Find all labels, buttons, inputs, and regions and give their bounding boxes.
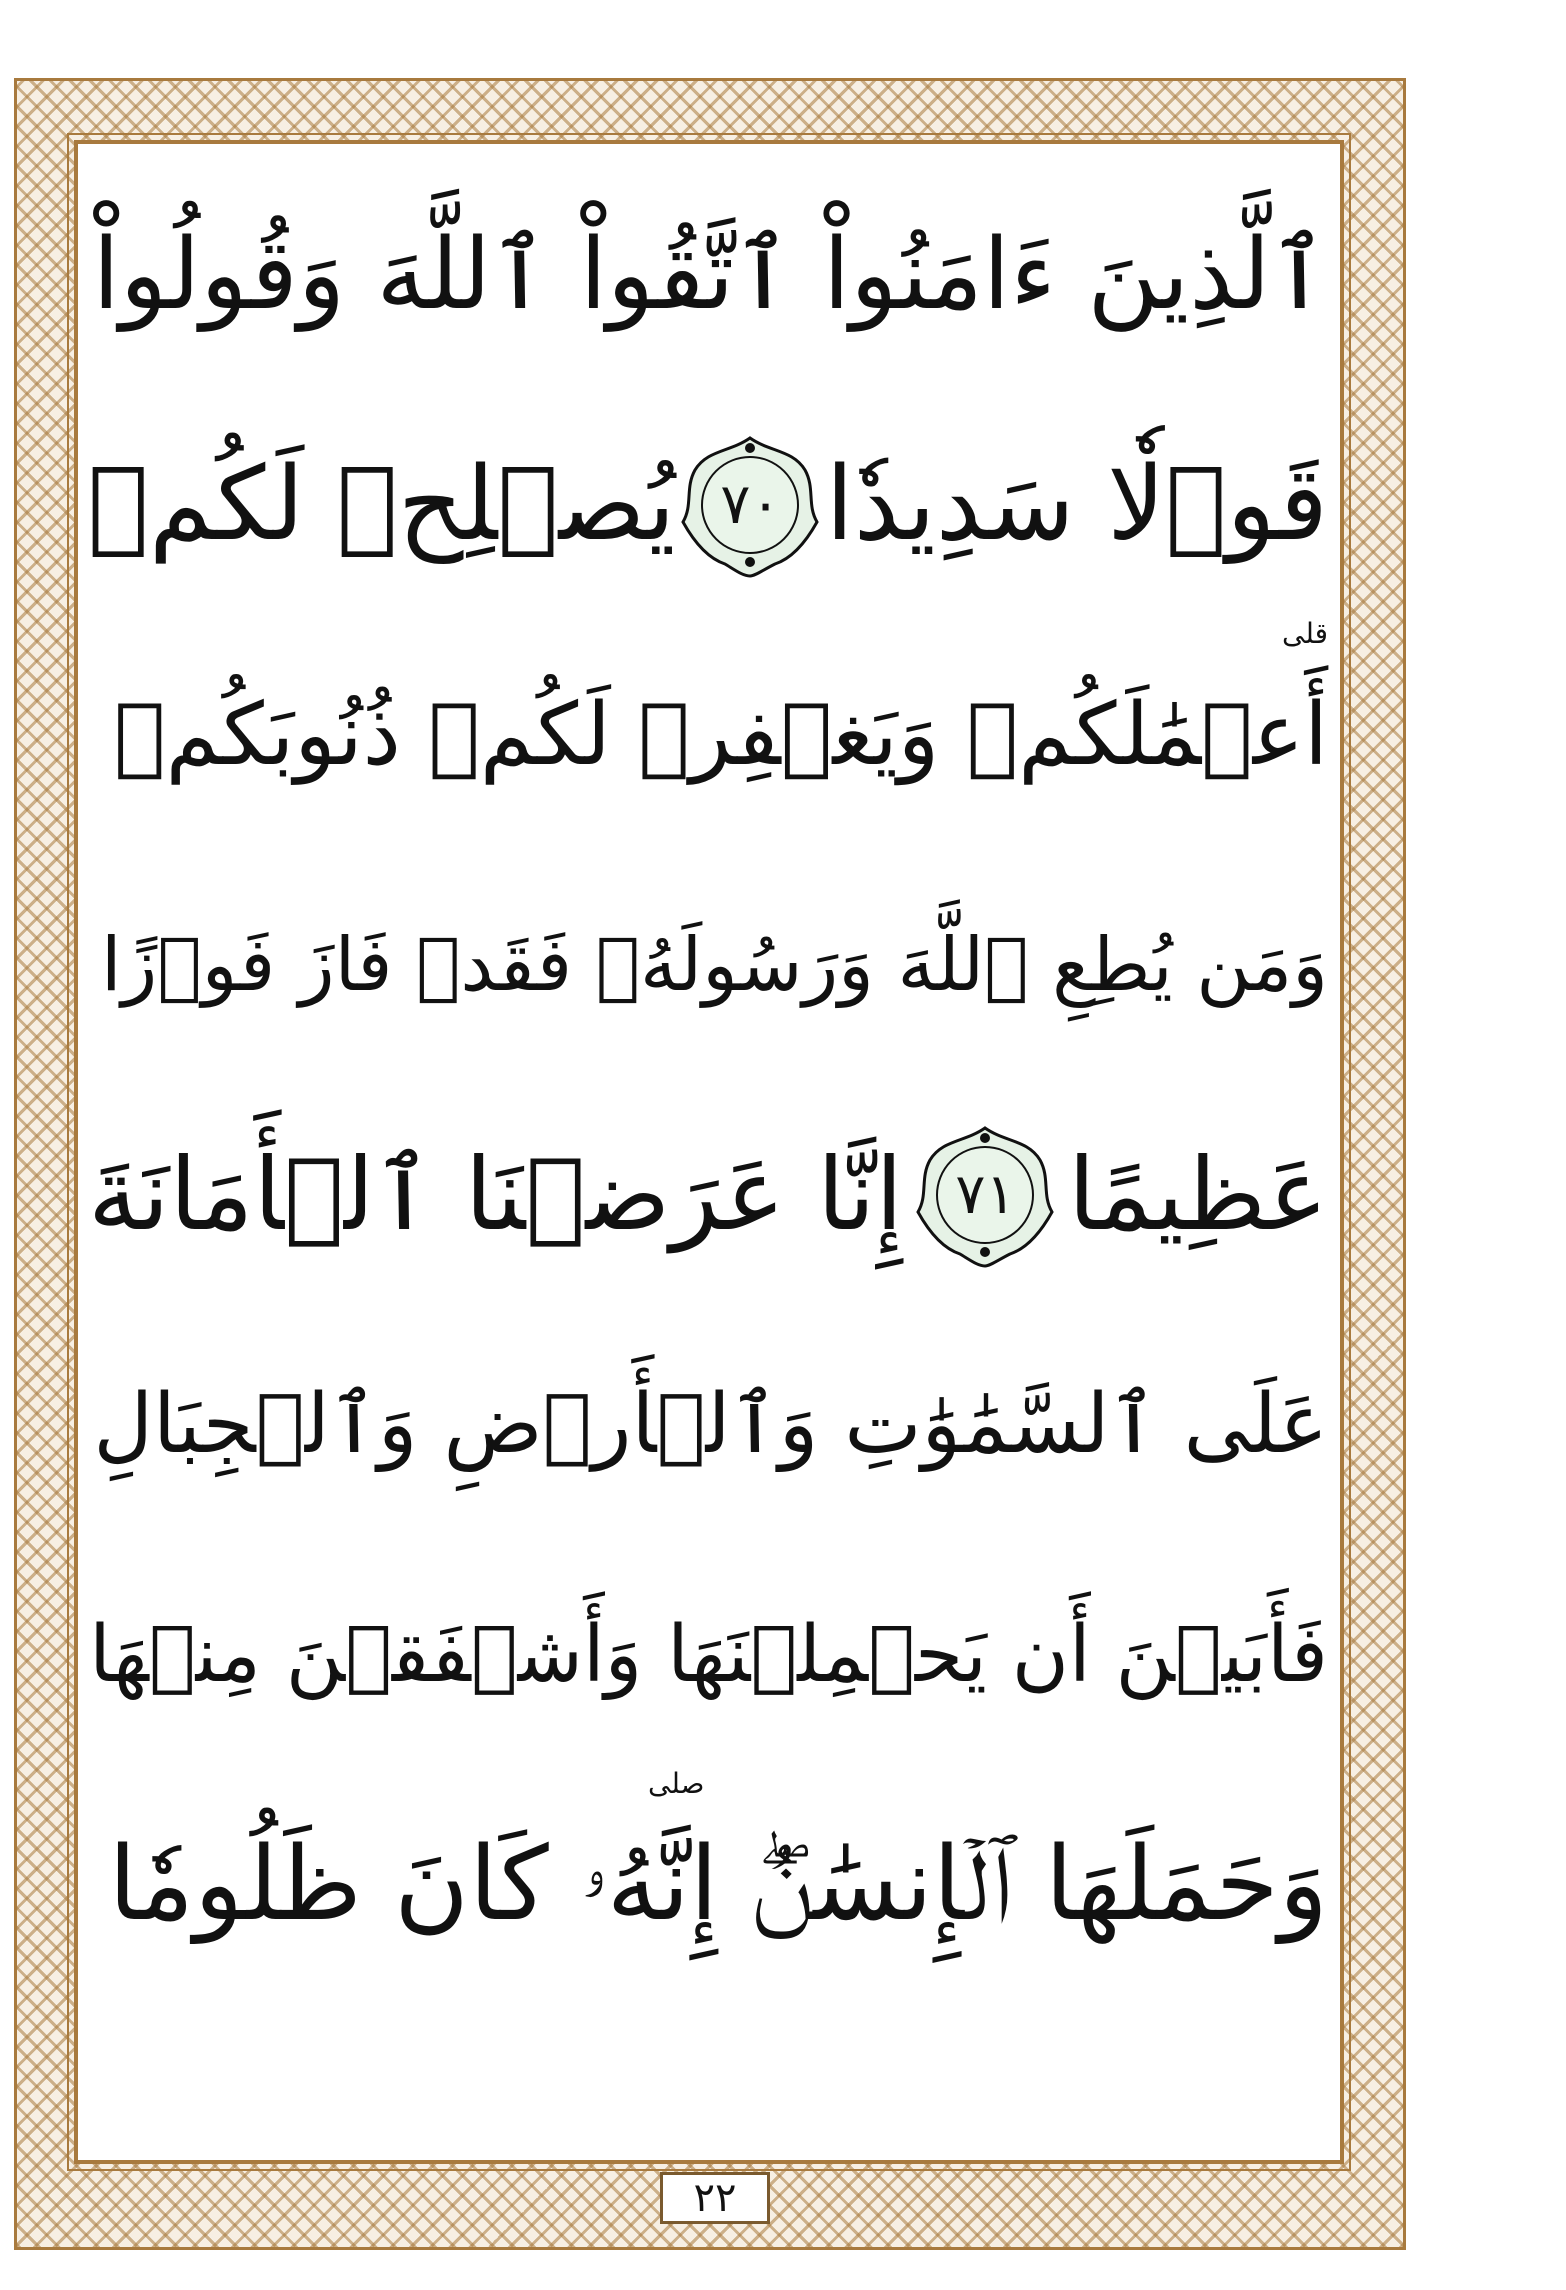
verse-number-marker [910,1120,1060,1270]
line-text: أَعۡمَٰلَكُمۡ وَيَغۡفِرۡ لَكُمۡ ذُنُوبَكُمۡ [114,685,1328,785]
line-text: عَظِيمًا [1067,1136,1328,1253]
verse-line-2 [88,400,1328,610]
verse-line-3 [88,617,1328,840]
line-text: ٱلَّذِينَ ءَامَنُواْ ٱتَّقُواْ ٱللَّهَ وَقُولُواْ [92,218,1328,332]
verse-line-7 [88,1550,1328,1760]
pause-mark: صلى [648,1767,705,1800]
verse-line-5 [88,1090,1328,1300]
line-text: فَأَبَيۡنَ أَن يَحۡمِلۡنَهَا وَأَشۡفَقۡنَ مِنۡهَا [89,1610,1328,1700]
line-text: وَحَمَلَهَا ٱلۡإِنسَٰنُۖ إِنَّهُۥ كَانَ ظَلُومٗا [108,1825,1328,1944]
line-text: يُصۡلِحۡ لَكُمۡ [87,445,676,564]
line-text: وَمَن يُطِعِ ٱللَّهَ وَرَسُولَهُۥ فَقَدۡ فَازَ فَوۡزًا [101,922,1328,1008]
verse-line-1 [88,170,1328,380]
verse-line-8 [88,1767,1328,1990]
verse-number-marker [675,430,825,580]
verse-line-6 [88,1320,1328,1530]
line-text: إِنَّا عَرَضۡنَا ٱلۡأَمَانَةَ [88,1136,904,1253]
verse-number: ٧٠ [720,472,781,537]
verse-lines [88,170,1328,2130]
verse-line-4 [88,860,1328,1070]
line-text: قَوۡلٗا سَدِيدٗا [825,445,1328,564]
line-text: عَلَى ٱلسَّمَٰوَٰتِ وَٱلۡأَرۡضِ وَٱلۡجِبَالِ [93,1377,1328,1472]
page-number: ٢٢ [660,2172,770,2224]
pause-mark: قلى [1282,617,1328,650]
verse-number: ٧١ [955,1162,1016,1227]
